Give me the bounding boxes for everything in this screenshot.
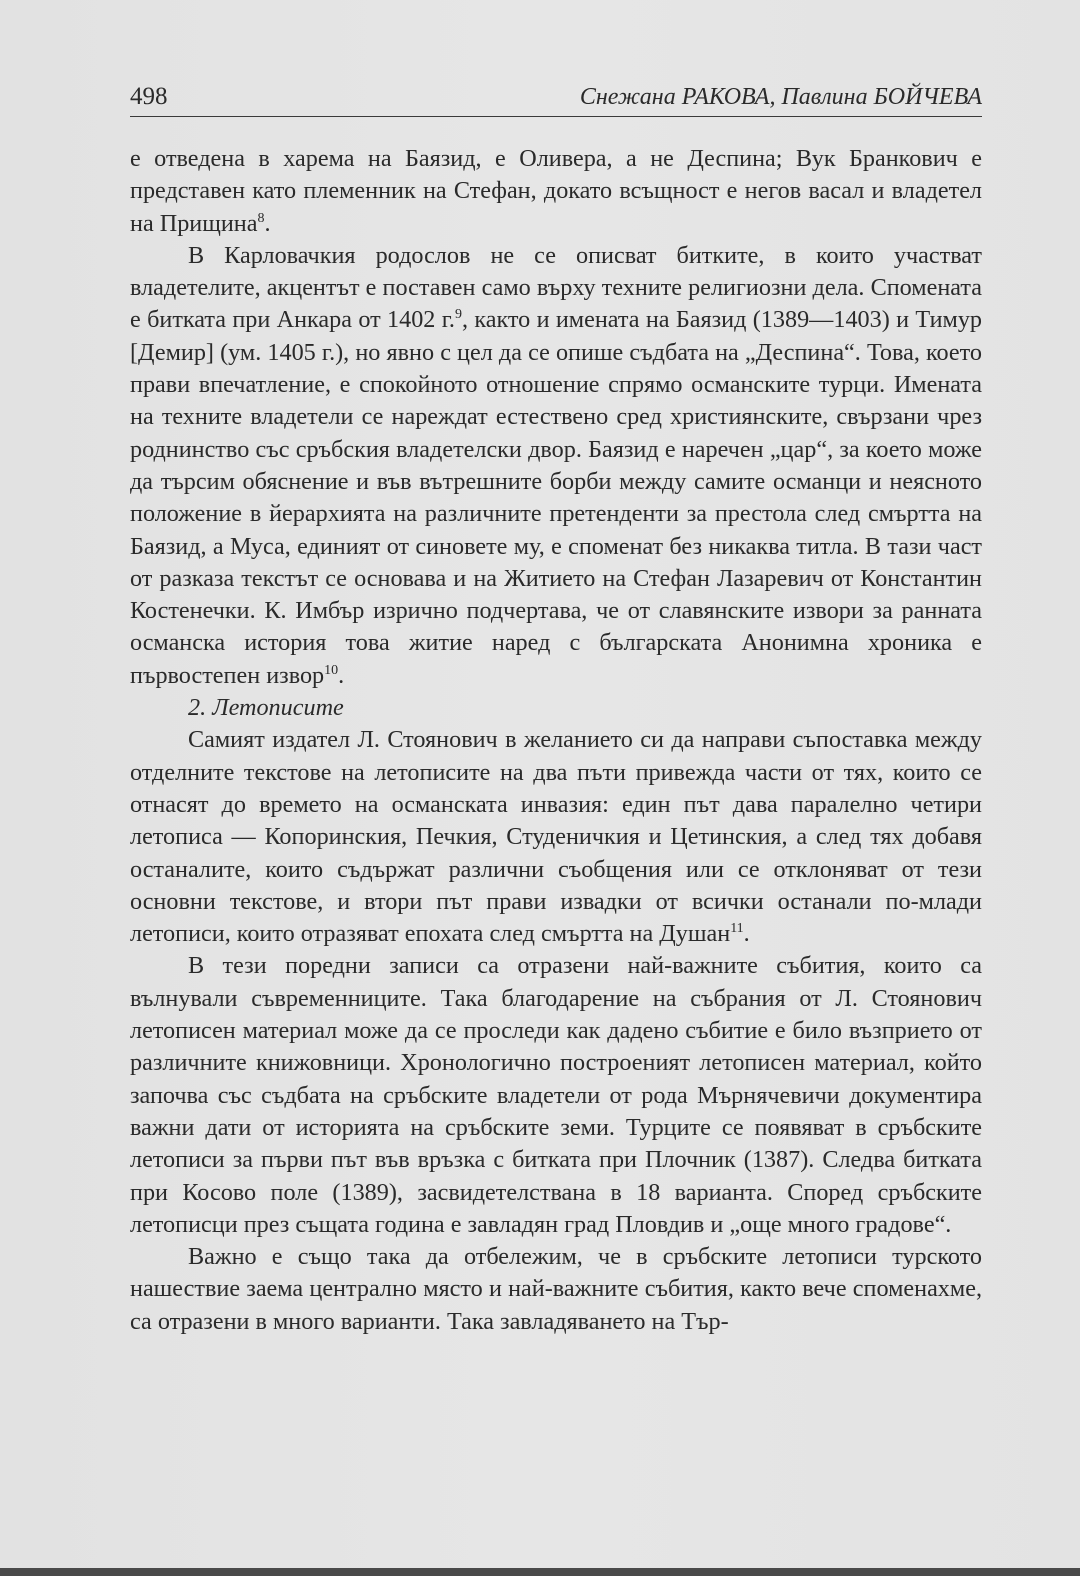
paragraph-continuation	[130, 143, 982, 240]
footnote-ref: 11	[730, 921, 744, 937]
paragraph-turkish-invasion: Важно е също така да отбележим, че в сръбските летописи турското нашествие заема централно място и най-важните събития, както вече споменахме, са отразени в много варианти. Така завладяването на Тър-	[130, 1243, 982, 1335]
footnote-ref: 8	[257, 210, 265, 226]
footnote-ref: 10	[324, 662, 339, 678]
paragraph-karlovac-genealogy	[130, 240, 982, 692]
running-head-authors: Снежана РАКОВА, Павлина БОЙЧЕВА	[579, 84, 982, 110]
section-heading: 2. Летописите	[188, 694, 344, 722]
paragraph-tail: .	[264, 209, 271, 237]
paragraph-text: , както и имената на Баязид (1389—1403) и Тимур [Демир] (ум. 1405 г.), но явно с цел да се опише съдбата на „Деспина“. Това, което прави впечатление, е спокойното отношение спрямо османските турци. Имената на техните владетели се нареждат естествено сред християнските, свързани чрез роднинство със сръбския владетелски двор. Баязид е наречен „цар“, за което може да търсим обяснение и във вътрешните борби между самите османци и неясното положение в йерархията на различните претенденти за престола след смъртта на Баязид, а Муса, единият от синовете му, е споменат без никаква титла. В тази част от разказа текстът се основава и на Житието на Стефан Лазаревич от Константин Костенечки. К. Имбър изрично подчертава, че от славянските извори за ранната османска история това житие наред с българската Анонимна хроника е първостепен извор	[130, 306, 983, 689]
paragraph-tail: .	[338, 661, 345, 689]
paragraph-text: В Карловачкия родослов не се описват битките, в които участват владетелите, акцентът е поставен само върху техните религиозни дела. Спомената е битката при Анкара от 1402 г.	[130, 241, 982, 334]
paragraph-text: е отведена в харема на Баязид, е Оливера, а не Деспина; Вук Бранкович е представен като племенник на Стефан, докато всъщност е негов васал и владетел на Прищина	[130, 145, 982, 237]
footnote-ref: 9	[454, 307, 462, 323]
paragraph-text: Самият издател Л. Стоянович в желанието си да направи съпоставка между отделните текстове на летописите на два пъти привежда части от тях, които се отнасят до времето на османската инвазия: един път дава паралелно четири летописа — Копоринския, Печкия, Студеничкия и Цетинския, а след тях добавя останалите, които съдържат различни съобщения или се отклоняват от тези основни текстове, и втори път прави извадки от всички останали по-млади летописи, които отразяват епохата след смъртта на Душан	[130, 726, 982, 948]
page-header	[130, 82, 982, 117]
paragraph-stojanovic	[130, 724, 982, 950]
page-number: 498	[130, 83, 168, 110]
paragraph-annals-events: В тези поредни записи са отразени най-важните събития, които са вълнували съвременниците. Така благодарение на събрания от Л. Стоянович летописен материал може да се проследи как дадено събитие е било възприето от различните книжовници. Хронологично построеният летописен материал, който започва със съдбата на сръбските владетели от рода Мърнячевичи документира важни дати от историята на сръбските земи. Турците се появяват в сръбските летописи за първи път във връзка с битката при Плочник (1387). Следва битката при Косово поле (1389), засвидетелствана в 18 варианта. Според сръбските летописци през същата година е завладян град Пловдив и „още много градове“.	[130, 952, 982, 1238]
paragraph-tail: .	[743, 920, 750, 948]
scan-edge	[0, 1568, 1080, 1576]
body-text	[130, 143, 982, 1338]
